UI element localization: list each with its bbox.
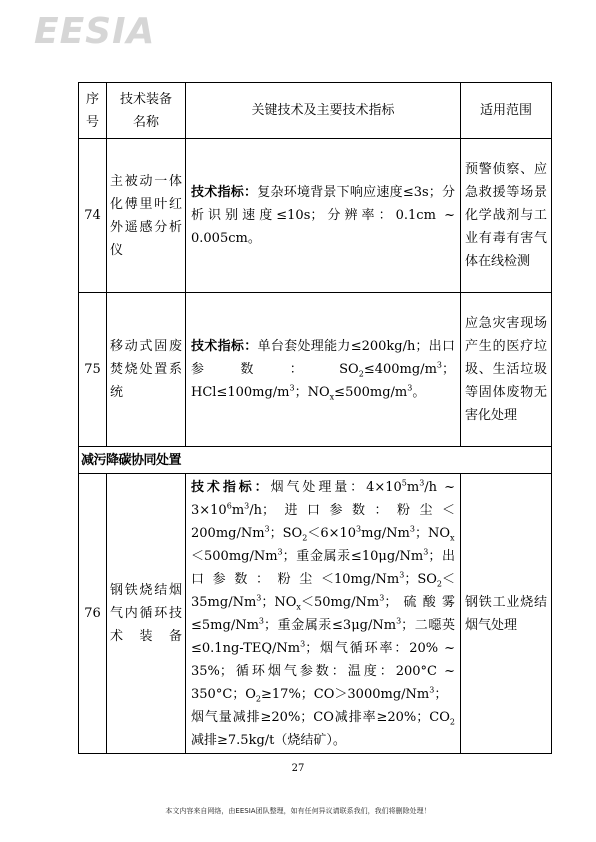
header-tech: 关键技术及主要技术指标 xyxy=(186,83,461,139)
spec-label: 技术指标： xyxy=(191,185,258,200)
spec-text: 烟气处理量：$4\times 10^5m^3/h$ ~ $3\times 10^6m^3/h$；进口参数：粉尘$<200mg/Nm^3$；$SO_2<6\times 10^3mg/Nm^3$；$NO_x<500mg/Nm^3$；重金属汞$\le 10\mu g/Nm^3$；出口参数：粉尘$<10mg/Nm^3$；$SO_2<35mg/Nm^3$；$NO_x<50mg/Nm^3$；硫酸雾$\le 5mg/Nm^3$；重金属汞$\le 3\mu g/Nm^3$；二噁英$\le 0.1ng-TEQ/Nm^3$；烟气循环率：20% ~ 35%；循环烟气参数：温度：200°C ~ 350°C；$O_2\ge 17\%$；$CO>3000mg/Nm^3$；烟气量减排≥20%；CO减排率≥20%；$CO_2$减排≥7.5kg/t（烧结矿）。 xyxy=(191,478,455,748)
equipment-name: 主被动一体化傅里叶红外遥感分析仪 xyxy=(107,139,186,293)
table-header-row xyxy=(79,83,552,139)
header-scope: 适用范围 xyxy=(461,83,552,139)
application-scope: 应急灾害现场产生的医疗垃圾、生活垃圾等固体废物无害化处理 xyxy=(461,293,552,447)
equipment-name: 移动式固废焚烧处置系统 xyxy=(107,293,186,447)
footer-disclaimer: 本文内容来自网络，由EESIA团队整理，如有任何异议请联系我们，我们将删除处理！ xyxy=(165,807,431,815)
tech-spec xyxy=(186,474,461,754)
page-number: 27 xyxy=(291,763,305,774)
spec-label: 技术指标： xyxy=(191,339,258,354)
table-row xyxy=(79,474,552,754)
spec-text: 单台套处理能力≤200kg/h；出口参数：$SO_2\le 400mg/m^3$；$HCl\le 100mg/m^3$；$NO_x\le 500mg/m^3$。 xyxy=(191,339,455,402)
spec-text: 复杂环境背景下响应速度≤3s；分析识别速度≤10s；分辨率：0.1cm ~ 0.005cm。 xyxy=(191,185,455,246)
eesia-logo: EESIA xyxy=(34,11,156,52)
tech-spec xyxy=(186,293,461,447)
row-number: 75 xyxy=(79,293,107,447)
section-title: 减污降碳协同处置 xyxy=(79,447,552,474)
section-row xyxy=(79,447,552,474)
tech-spec xyxy=(186,139,461,293)
application-scope: 预警侦察、应急救援等场景化学战剂与工业有毒有害气体在线检测 xyxy=(461,139,552,293)
header-name: 技术装备 名称 xyxy=(107,83,186,139)
table-row xyxy=(79,293,552,447)
header-num: 序 号 xyxy=(79,83,107,139)
equipment-table xyxy=(78,82,552,754)
equipment-name: 钢铁烧结烟气内循环技术装备 xyxy=(107,474,186,754)
application-scope: 钢铁工业烧结烟气处理 xyxy=(461,474,552,754)
table-row xyxy=(79,139,552,293)
row-number: 74 xyxy=(79,139,107,293)
row-number: 76 xyxy=(79,474,107,754)
spec-label: 技术指标： xyxy=(191,479,271,495)
